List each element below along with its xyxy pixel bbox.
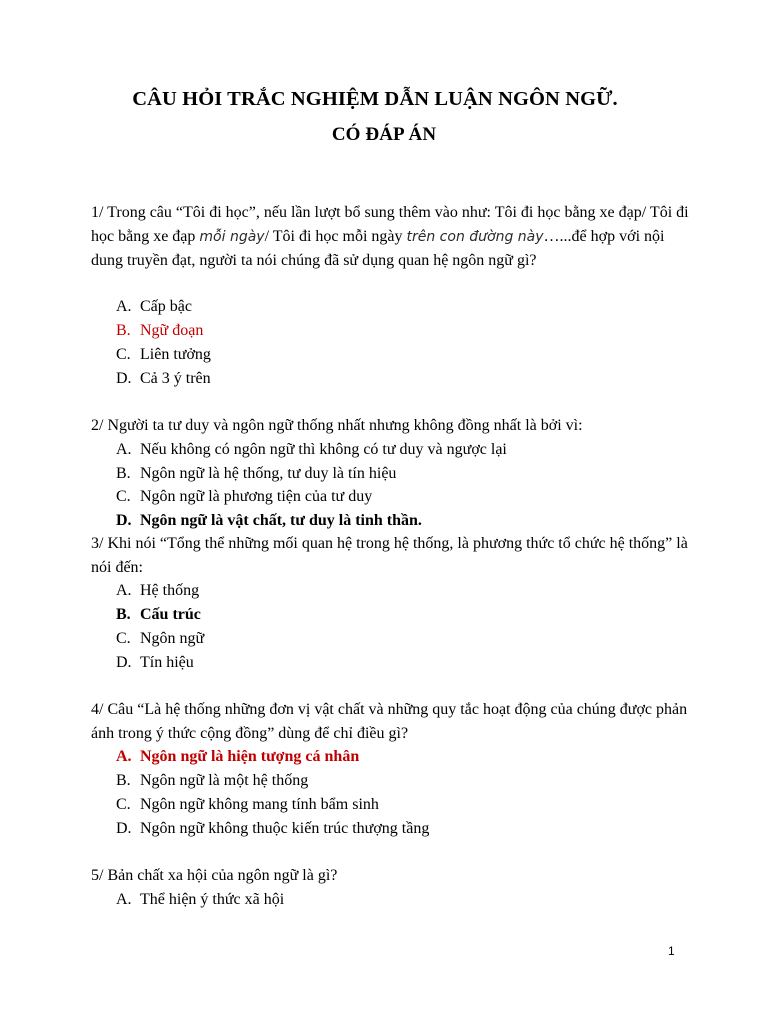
question-5: 5/ Bản chất xa hội của ngôn ngữ là gì? [91, 867, 338, 884]
option-4d: D. Ngôn ngữ không thuộc kiến trúc thượng tầng [116, 820, 430, 837]
question-text-part: / Tôi đi học mỗi ngày [264, 227, 407, 245]
option-2c: C. Ngôn ngữ là phương tiện của tư duy [116, 488, 373, 505]
option-3c: C. Ngôn ngữ [116, 630, 205, 647]
option-3b-answer: B. Cấu trúc [116, 606, 201, 623]
question-italic-text: trên con đường này [406, 228, 544, 245]
question-4: 4/ Câu “Là hệ thống những đơn vị vật chất và những quy tắc hoạt động của chúng được phản ánh trong ý thức cộng đồng” dùng để chỉ điều gì? [91, 701, 688, 742]
question-1 [91, 201, 691, 273]
option-2a: A. Nếu không có ngôn ngữ thì không có tư duy và ngược lại [116, 441, 507, 458]
option-5a: A. Thể hiện ý thức xã hội [116, 891, 285, 908]
page-subtitle: CÓ ĐÁP ÁN [331, 124, 437, 145]
page-number: 1 [668, 944, 675, 958]
option-1b-answer: B. Ngữ đoạn [116, 322, 204, 339]
question-3: 3/ Khi nói “Tổng thể những mối quan hệ trong hệ thống, là phương thức tổ chức hệ thống” là nói đến: [91, 535, 688, 576]
option-4a-answer: A. Ngôn ngữ là hiện tượng cá nhân [116, 748, 360, 765]
option-4c: C. Ngôn ngữ không mang tính bẩm sinh [116, 796, 379, 813]
page-title: CÂU HỎI TRẮC NGHIỆM DẪN LUẬN NGÔN NGỮ. [132, 88, 618, 110]
option-2d-answer: D. Ngôn ngữ là vật chất, tư duy là tinh thần. [116, 512, 422, 529]
option-1d: D. Cả 3 ý trên [116, 370, 211, 387]
option-4b: B. Ngôn ngữ là một hệ thống [116, 772, 309, 789]
question-2: 2/ Người ta tư duy và ngôn ngữ thống nhất nhưng không đồng nhất là bởi vì: [91, 417, 583, 434]
option-3d: D. Tín hiệu [116, 654, 194, 671]
question-text-part: …...để hợp với nội dung truyền đạt, người ta nói chúng đã sử dụng quan hệ ngôn ngữ gì? [91, 227, 665, 269]
option-2b: B. Ngôn ngữ là hệ thống, tư duy là tín hiệu [116, 465, 397, 482]
question-text-part: / Trong câu “Tôi đi học”, nếu lần lượt bổ sung thêm vào như: Tôi đi học bằng xe đạp/ Tôi đi học bằng xe đạp [91, 204, 689, 245]
option-1c: C. Liên tưởng [116, 346, 211, 363]
option-1a: A. Cấp bậc [116, 298, 192, 315]
question-italic-text: mỗi ngày [199, 228, 265, 245]
question-number: 1 [91, 204, 99, 221]
option-3a: A. Hệ thống [116, 582, 200, 599]
